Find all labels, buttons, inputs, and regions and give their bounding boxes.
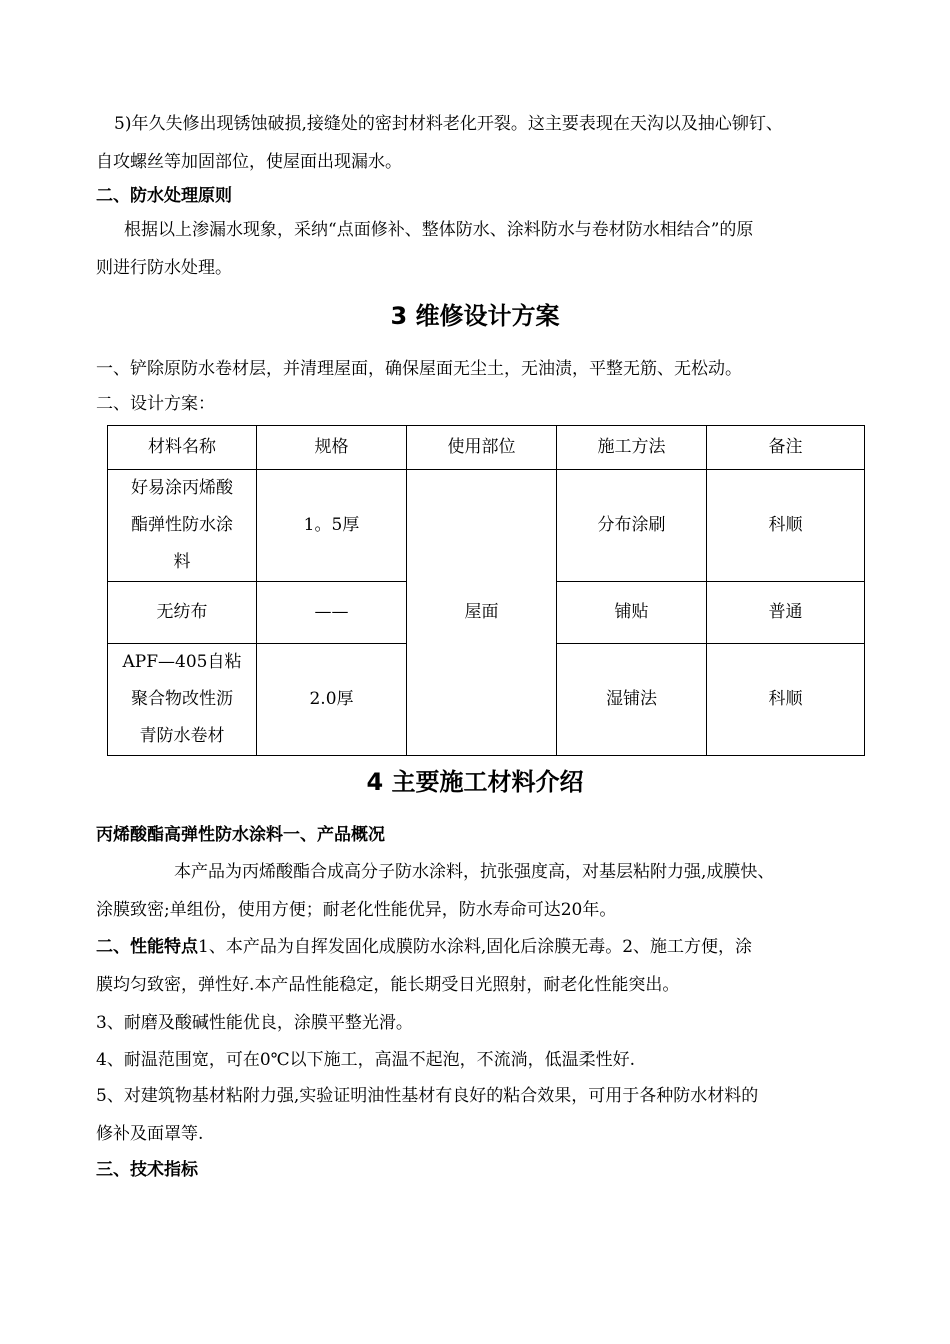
list-item: 二、设计方案： [96, 394, 215, 414]
material-name-cell: 好易涂丙烯酸 酯弹性防水涂 料 [108, 470, 257, 582]
method-cell: 湿铺法 [557, 644, 707, 756]
location-cell: 屋面 [407, 470, 557, 756]
features-label: 二、性能特点 [96, 937, 198, 957]
paragraph-line: 自攻螺丝等加固部位，使屋面出现漏水。 [96, 152, 402, 172]
section-title: 三、技术指标 [96, 1160, 198, 1180]
list-item: 一、铲除原防水卷材层，并清理屋面，确保屋面无尘土，无油渍，平整无筋、无松动。 [96, 359, 742, 379]
material-name-cell: 无纺布 [108, 582, 257, 644]
features-first-line [96, 935, 752, 959]
table-header-cell: 备注 [707, 426, 865, 470]
paragraph-line: 5)年久失修出现锈蚀破损,接缝处的密封材料老化开裂。这主要表现在天沟以及抽心铆钉、 [114, 114, 783, 134]
spec-cell: 1。5厚 [257, 470, 407, 582]
material-name-cell: APF—405自粘 聚合物改性沥 青防水卷材 [108, 644, 257, 756]
chapter-heading: 3 维修设计方案 [390, 302, 560, 330]
spec-cell: 2.0厚 [257, 644, 407, 756]
design-table [107, 425, 865, 756]
table-header-cell: 使用部位 [407, 426, 557, 470]
paragraph-line: 5、对建筑物基材粘附力强,实验证明油性基材有良好的粘合效果，可用于各种防水材料的 [96, 1086, 759, 1106]
table-header-cell: 材料名称 [108, 426, 257, 470]
paragraph-line: 则进行防水处理。 [96, 258, 232, 278]
note-cell: 科顺 [707, 644, 865, 756]
table-row [108, 470, 865, 582]
chapter-heading: 4 主要施工材料介绍 [366, 768, 584, 796]
table-header-cell: 施工方法 [557, 426, 707, 470]
note-cell: 科顺 [707, 470, 865, 582]
paragraph-line: 3、耐磨及酸碱性能优良，涂膜平整光滑。 [96, 1013, 413, 1033]
paragraph-line: 涂膜致密;单组份，使用方便；耐老化性能优异，防水寿命可达20年。 [96, 900, 617, 920]
paragraph-line: 修补及面罩等. [96, 1124, 204, 1144]
spec-cell: —— [257, 582, 407, 644]
paragraph-line: 本产品为丙烯酸酯合成高分子防水涂料，抗张强度高，对基层粘附力强,成膜快、 [174, 862, 775, 882]
features-text: 1、本产品为自挥发固化成膜防水涂料,固化后涂膜无毒。2、施工方便，涂 [198, 937, 753, 957]
paragraph-line: 根据以上渗漏水现象，采纳“点面修补、整体防水、涂料防水与卷材防水相结合”的原 [124, 220, 754, 240]
section-title: 二、防水处理原则 [96, 186, 232, 206]
table-header-cell: 规格 [257, 426, 407, 470]
method-cell: 分布涂刷 [557, 470, 707, 582]
table-header-row [108, 426, 865, 470]
note-cell: 普通 [707, 582, 865, 644]
paragraph-line: 4、耐温范围宽，可在0℃以下施工，高温不起泡，不流淌，低温柔性好. [96, 1050, 636, 1070]
paragraph-line: 膜均匀致密，弹性好.本产品性能稳定，能长期受日光照射，耐老化性能突出。 [96, 975, 680, 995]
method-cell: 铺贴 [557, 582, 707, 644]
product-title: 丙烯酸酯高弹性防水涂料一、产品概况 [96, 825, 385, 845]
